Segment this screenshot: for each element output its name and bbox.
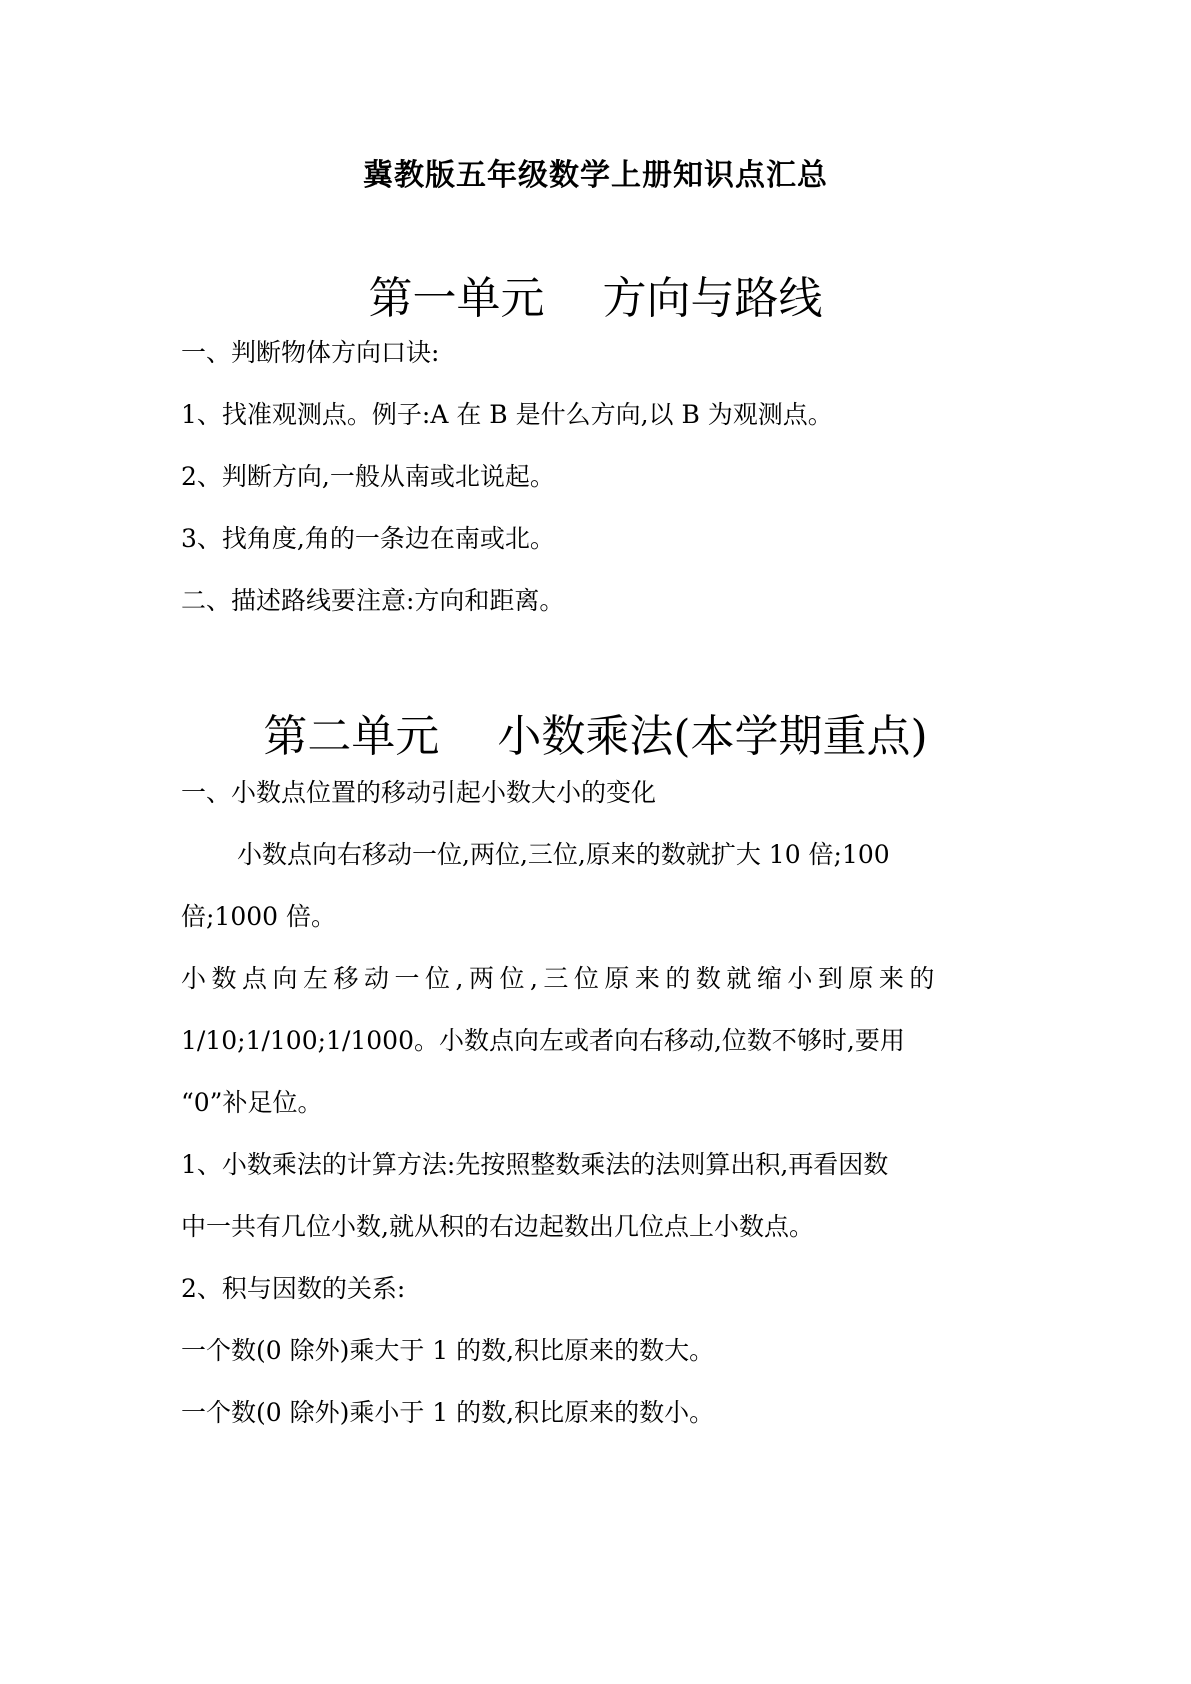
unit-2-paragraph-right-shift: 小数点向右移动一位,两位,三位,原来的数就扩大 10 倍;100 xyxy=(237,840,890,869)
unit-2-paragraph-right-shift-cont: 倍;1000 倍。 xyxy=(181,902,336,931)
unit-2-item-2-heading: 2、积与因数的关系: xyxy=(181,1274,406,1303)
unit-2-heading: 第二单元 小数乘法(本学期重点) xyxy=(263,711,928,762)
unit-1-point-1-heading: 一、判断物体方向口诀: xyxy=(181,338,440,367)
unit-2-item-2-rule-less: 一个数(0 除外)乘小于 1 的数,积比原来的数小。 xyxy=(181,1398,715,1427)
unit-2-item-2-rule-greater: 一个数(0 除外)乘大于 1 的数,积比原来的数大。 xyxy=(181,1336,715,1365)
unit-1-point-1-item-1: 1、找准观测点。例子:A 在 B 是什么方向,以 B 为观测点。 xyxy=(181,400,833,429)
document-title: 冀教版五年级数学上册知识点汇总 xyxy=(363,158,828,193)
unit-1-point-2-heading: 二、描述路线要注意:方向和距离。 xyxy=(181,586,565,615)
unit-2-paragraph-left-shift-cont: 1/10;1/100;1/1000。小数点向左或者向右移动,位数不够时,要用 xyxy=(181,1026,905,1055)
unit-2-paragraph-left-shift-end: “0”补足位。 xyxy=(181,1088,323,1117)
unit-2-paragraph-left-shift: 小数点向左移动一位,两位,三位原来的数就缩小到原来的 xyxy=(181,964,940,993)
unit-1-heading: 第一单元 方向与路线 xyxy=(368,273,823,324)
unit-2-item-1: 1、小数乘法的计算方法:先按照整数乘法的法则算出积,再看因数 xyxy=(181,1150,889,1179)
unit-2-item-1-cont: 中一共有几位小数,就从积的右边起数出几位点上小数点。 xyxy=(181,1212,814,1241)
unit-1-point-1-item-3: 3、找角度,角的一条边在南或北。 xyxy=(181,524,555,553)
unit-2-point-1-heading: 一、小数点位置的移动引起小数大小的变化 xyxy=(181,778,657,807)
unit-1-point-1-item-2: 2、判断方向,一般从南或北说起。 xyxy=(181,462,555,491)
